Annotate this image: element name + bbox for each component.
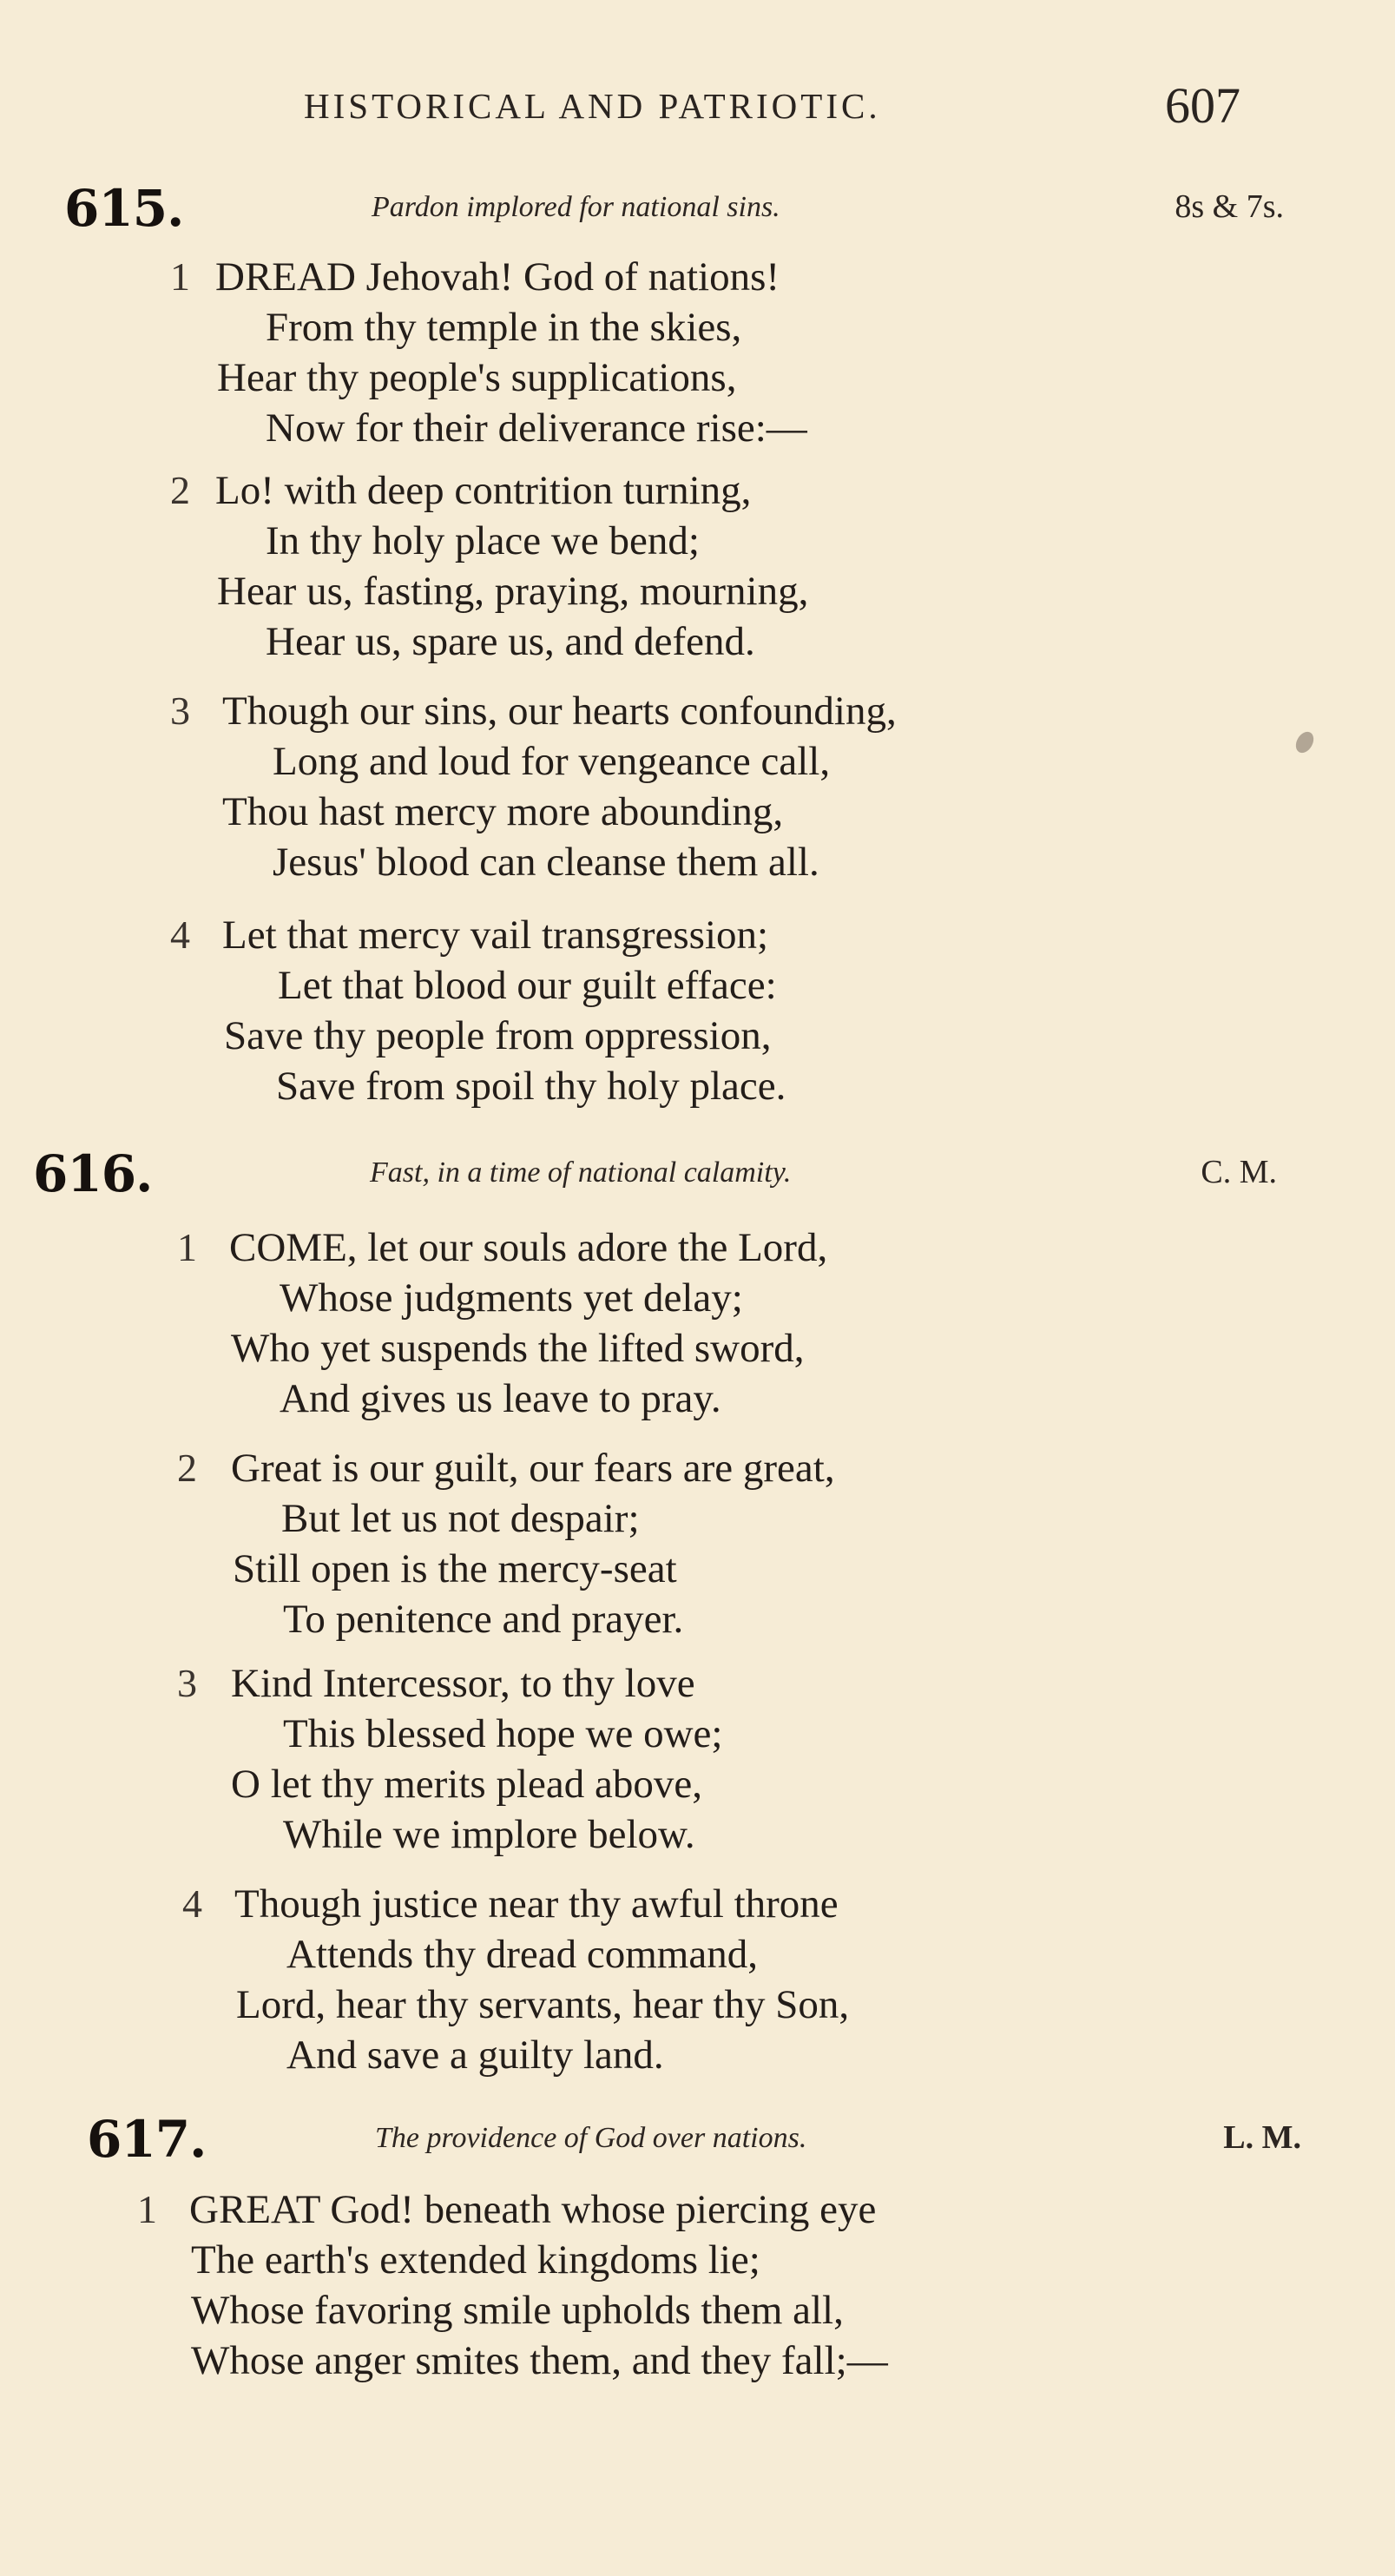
verse-line: Hear thy people's supplications, bbox=[217, 355, 737, 400]
hymn-meter: 8s & 7s. bbox=[1175, 188, 1284, 225]
verse-line: And gives us leave to pray. bbox=[280, 1376, 721, 1421]
verse-line: Lo! with deep contrition turning, bbox=[215, 468, 752, 513]
verse-line: Great is our guilt, our fears are great, bbox=[231, 1446, 835, 1491]
verse-line: In thy holy place we bend; bbox=[266, 518, 700, 563]
hymn-617-header bbox=[0, 2110, 1395, 2179]
verse-line: Hear us, spare us, and defend. bbox=[266, 619, 755, 664]
verse-number: 2 bbox=[177, 1446, 197, 1490]
verse-line: Save thy people from oppression, bbox=[224, 1013, 772, 1058]
verse-line: Lord, hear thy servants, hear thy Son, bbox=[236, 1982, 850, 2027]
verse-line: And save a guilty land. bbox=[286, 2032, 664, 2078]
hymn-title: The providence of God over nations. bbox=[375, 2122, 807, 2154]
verse-number: 4 bbox=[182, 1881, 202, 1926]
hymn-615-header bbox=[0, 179, 1395, 248]
hymn-meter: L. M. bbox=[1223, 2119, 1301, 2156]
hymn-616-header bbox=[0, 1144, 1395, 1214]
verse-line: Kind Intercessor, to thy love bbox=[231, 1661, 695, 1706]
verse-number: 3 bbox=[170, 688, 190, 733]
verse-number: 4 bbox=[170, 912, 190, 957]
hymn-title: Fast, in a time of national calamity. bbox=[370, 1156, 792, 1189]
verse-line: Hear us, fasting, praying, mourning, bbox=[217, 569, 809, 614]
verse-line: COME, let our souls adore the Lord, bbox=[229, 1225, 828, 1270]
hymn-meter: C. M. bbox=[1201, 1154, 1277, 1190]
hymn-title: Pardon implored for national sins. bbox=[372, 191, 780, 223]
verse-line: This blessed hope we owe; bbox=[283, 1711, 723, 1756]
running-head bbox=[0, 76, 1395, 137]
verse-line: Though our sins, our hearts confounding, bbox=[222, 688, 897, 734]
verse-line: Long and loud for vengeance call, bbox=[273, 739, 831, 784]
verse-line: Whose anger smites them, and they fall;— bbox=[191, 2338, 888, 2383]
verse-number: 2 bbox=[170, 468, 190, 512]
verse-line: DREAD Jehovah! God of nations! bbox=[215, 254, 780, 300]
verse-line: Let that blood our guilt efface: bbox=[278, 963, 777, 1008]
hymn-number: 617. bbox=[87, 2110, 207, 2169]
verse-number: 1 bbox=[137, 2187, 157, 2231]
verse-line: Let that mercy vail transgression; bbox=[222, 912, 769, 958]
verse-line: Though justice near thy awful throne bbox=[234, 1881, 839, 1927]
verse-number: 1 bbox=[170, 254, 190, 299]
verse-line: Still open is the mercy-seat bbox=[233, 1546, 677, 1591]
ink-blot bbox=[1293, 728, 1318, 756]
verse-line: While we implore below. bbox=[283, 1812, 695, 1857]
verse-line: Thou hast mercy more abounding, bbox=[222, 789, 784, 834]
verse-line: Whose judgments yet delay; bbox=[280, 1275, 743, 1321]
verse-line: Who yet suspends the lifted sword, bbox=[231, 1326, 805, 1371]
verse-line: Attends thy dread command, bbox=[286, 1932, 758, 1977]
verse-line: The earth's extended kingdoms lie; bbox=[191, 2237, 760, 2283]
verse-number: 1 bbox=[177, 1225, 197, 1269]
page-number: 607 bbox=[1165, 77, 1240, 134]
verse-line: GREAT God! beneath whose piercing eye bbox=[189, 2187, 877, 2232]
verse-line: Whose favoring smile upholds them all, bbox=[191, 2288, 844, 2333]
verse-number: 3 bbox=[177, 1661, 197, 1705]
verse-line: But let us not despair; bbox=[281, 1496, 640, 1541]
verse-line: To penitence and prayer. bbox=[283, 1597, 684, 1642]
hymn-number: 615. bbox=[64, 179, 184, 238]
hymn-number: 616. bbox=[33, 1144, 153, 1203]
verse-line: O let thy merits plead above, bbox=[231, 1762, 702, 1807]
verse-line: Now for their deliverance rise:— bbox=[266, 405, 807, 451]
verse-line: Jesus' blood can cleanse them all. bbox=[273, 840, 819, 885]
verse-line: From thy temple in the skies, bbox=[266, 305, 742, 350]
verse-line: Save from spoil thy holy place. bbox=[276, 1064, 786, 1109]
running-title: HISTORICAL AND PATRIOTIC. bbox=[304, 86, 881, 126]
